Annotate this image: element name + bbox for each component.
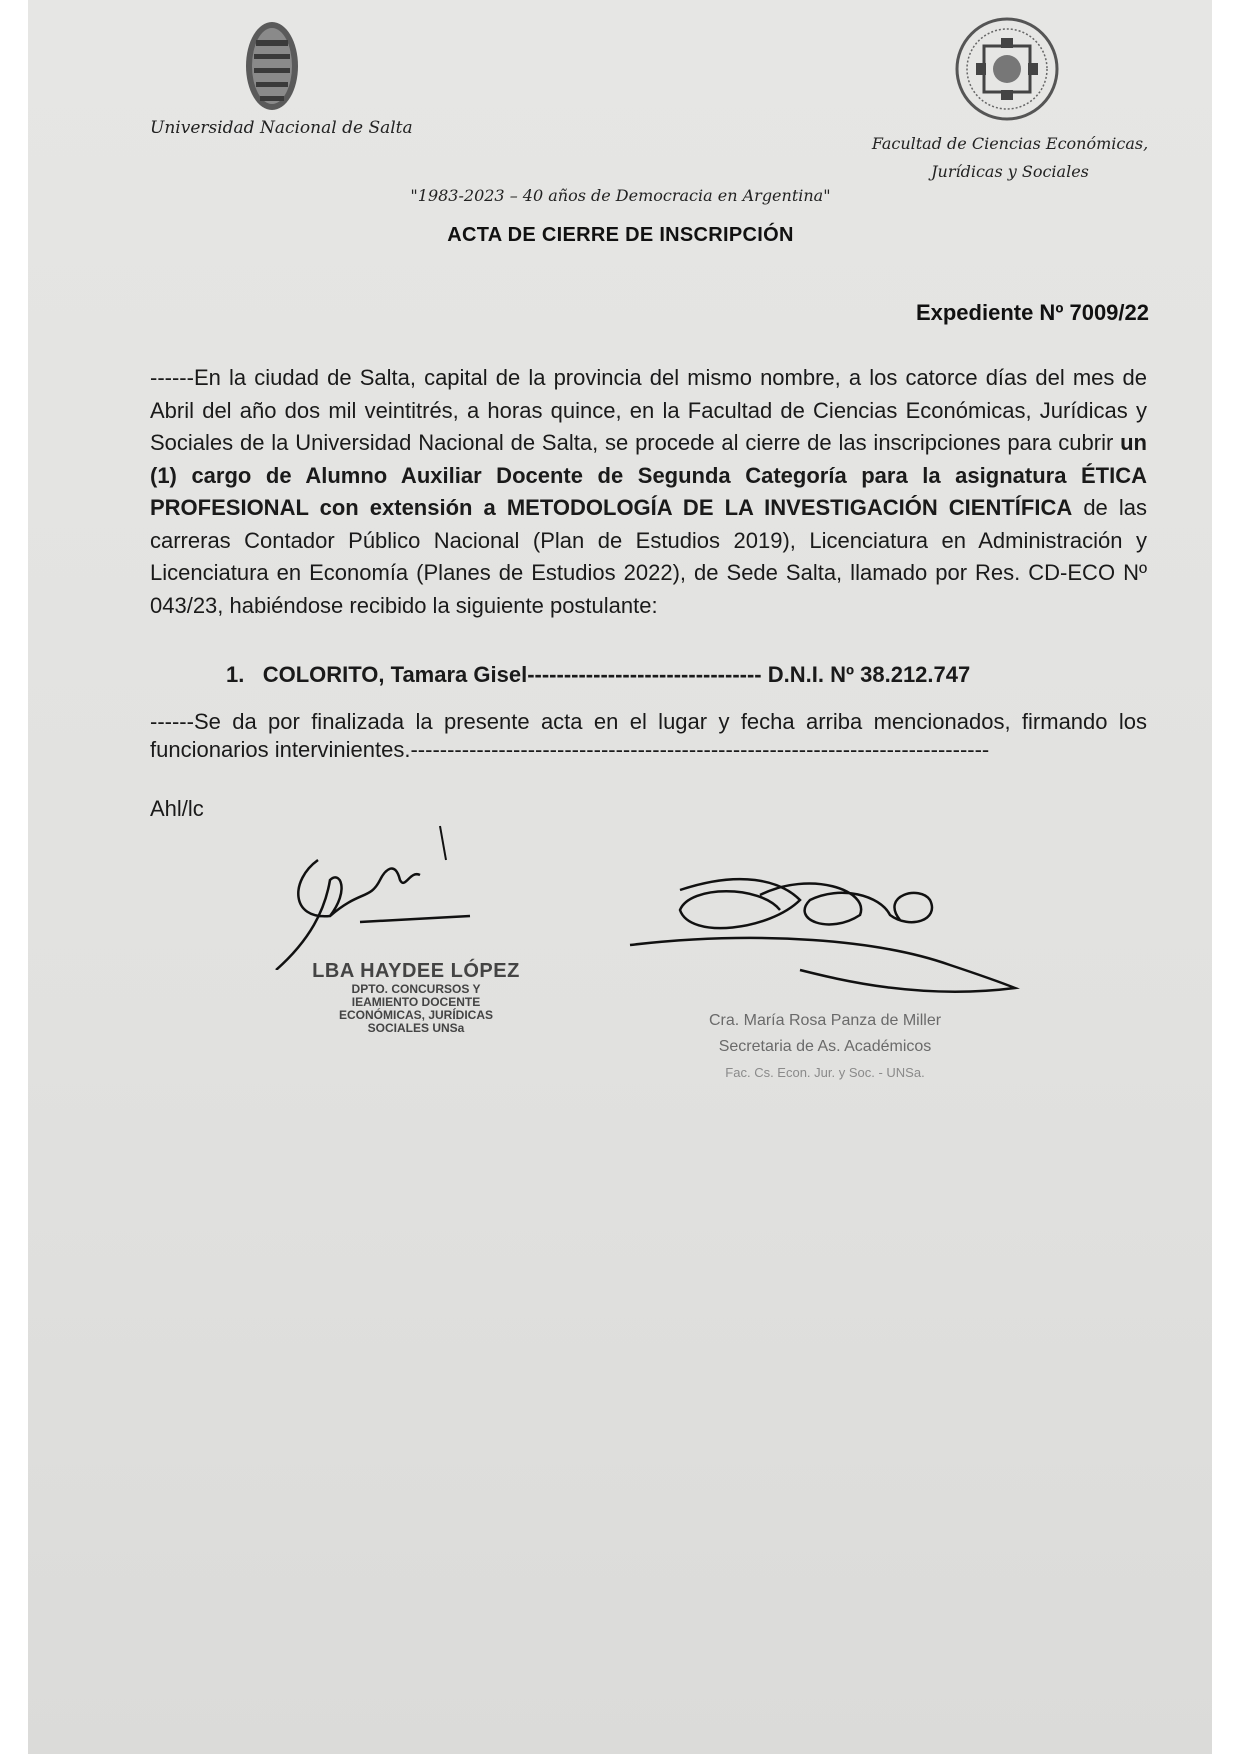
right-signatory-name: Cra. María Rosa Panza de Miller (708, 1012, 942, 1029)
signature-right (620, 870, 1020, 1000)
main-paragraph (150, 362, 1147, 622)
postulant-dashes: -------------------------------- (527, 662, 762, 687)
postulant-dni: D.N.I. Nº 38.212.747 (767, 662, 971, 687)
expediente-number: Expediente Nº 7009/22 (915, 300, 1149, 325)
university-name: Universidad Nacional de Salta (150, 118, 413, 138)
left-stamp-line1: DPTO. CONCURSOS Y (351, 982, 481, 996)
postulant-number: 1. (226, 662, 245, 687)
right-signatory-role: Secretaria de As. Académicos (718, 1038, 932, 1055)
faculty-name-line2: Jurídicas y Sociales (931, 162, 1089, 181)
paragraph-position-bold: un (1) cargo de Alumno Auxiliar Docente de Segunda Categoría para la asignatura ÉTICA PROFESIONAL con extensión a METODOLOGÍA DE LA INVESTIGACIÓN CIENTÍFICA (150, 430, 1147, 520)
document-title: ACTA DE CIERRE DE INSCRIPCIÓN (447, 224, 794, 246)
left-signatory-stamp (296, 960, 536, 1035)
right-signatory-org: Fac. Cs. Econ. Jur. y Soc. - UNSa. (725, 1065, 925, 1080)
closing-paragraph: ------Se da por finalizada la presente acta en el lugar y fecha arriba mencionados, firmando los funcionarios intervinientes.------------------------------------------------------------------------------- (150, 709, 1147, 762)
left-stamp-line2: IEAMIENTO DOCENTE (351, 995, 481, 1009)
reference-initials: Ahl/lc (150, 796, 204, 821)
right-signatory-stamp (690, 1008, 960, 1086)
university-crest-icon (240, 18, 304, 114)
faculty-seal-icon (950, 16, 1064, 122)
faculty-name-line1: Facultad de Ciencias Económicas, (871, 134, 1149, 153)
paragraph-details: de las carreras Contador Público Nacional (Plan de Estudios 2019), Licenciatura en Administración y Licenciatura en Economía (Planes de Estudios 2022), de Sede Salta, llamado por Res. CD-ECO Nº 043/23, habiéndose recibido la siguiente postulante: (150, 495, 1147, 618)
democracy-motto: "1983-2023 – 40 años de Democracia en Argentina" (410, 186, 831, 205)
faculty-name (860, 130, 1160, 186)
left-signatory-name: LBA HAYDEE LÓPEZ (312, 960, 520, 982)
paragraph-intro: ------En la ciudad de Salta, capital de la provincia del mismo nombre, a los catorce días del mes de Abril del año dos mil veintitrés, a horas quince, en la Facultad de Ciencias Económicas, Jurídicas y Sociales de la Universidad Nacional de Salta, se procede al cierre de las inscripciones para cubrir (150, 365, 1147, 455)
postulant-name: COLORITO, Tamara Gisel (262, 662, 528, 687)
signature-left (270, 820, 480, 970)
left-stamp-line3: ECONÓMICAS, JURÍDICAS (338, 1008, 493, 1022)
postulant-entry (226, 662, 970, 688)
left-stamp-line4: SOCIALES UNSa (367, 1021, 465, 1035)
